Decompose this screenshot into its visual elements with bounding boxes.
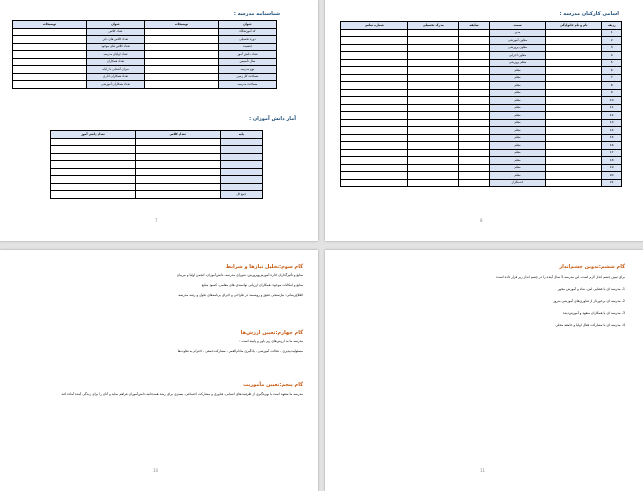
table-cell [220,183,262,191]
column-header: شماره تماس [341,22,408,30]
table-cell [13,81,87,89]
table-cell [341,157,408,165]
table-cell: تعداد کلاس های دایر [86,36,144,44]
table-cell [220,161,262,169]
list-item: 4- مدرسه ای با مشارکت فعال اولیا و جامعه محلی [555,323,625,327]
table-header-row [13,21,277,29]
table-cell [341,44,408,52]
table-cell: معلم [489,82,545,90]
table-cell [220,146,262,154]
table-row [341,29,622,37]
table-cell [341,52,408,60]
table-cell [459,134,490,142]
page-staff-list [325,0,643,241]
table-cell [546,74,602,82]
table-row [341,67,622,75]
table-cell: معاون آموزشی [489,37,545,45]
table-cell: معلم [489,104,545,112]
table-cell [459,119,490,127]
table-cell [13,36,87,44]
column-header: عنوان [86,21,144,29]
table-cell [546,172,602,180]
table-cell [459,59,490,67]
list-item: 1- مدرسه ای با فضایی امن، شاد و آموزش محور [557,287,625,291]
table-cell: 16 [602,142,622,150]
table-cell: مساحت مدرسه [218,81,276,89]
table-cell [546,29,602,37]
table-cell: 10 [602,97,622,105]
page-number: 10 [153,468,159,473]
column-header: تعداد کلاس [135,131,220,139]
table-row [51,168,263,176]
student-stats-table [50,130,263,199]
table-cell [51,153,136,161]
table-cell: معلم [489,172,545,180]
table-cell [408,82,459,90]
page-number: 7 [155,218,158,223]
needs-analysis-heading: گام سوم:تحلیل نیازها و شرایط [225,264,303,270]
table-row [13,81,277,89]
table-cell [459,44,490,52]
table-cell [51,176,136,184]
paragraph: برای تبیین چشم انداز لازم است، این مدرسه 5 سال آینده را در چشم انداز زیر قرار داده است: [495,275,625,279]
table-cell: معلم [489,157,545,165]
table-row [341,134,622,142]
table-cell [408,67,459,75]
table-cell: معلم [489,164,545,172]
table-cell [341,149,408,157]
table-cell [459,52,490,60]
table-cell: 2 [602,37,622,45]
page-number: 8 [480,218,483,223]
table-cell: تعداد کلاس های موجود [86,43,144,51]
table-cell [408,52,459,60]
column-header: پایه [220,131,262,139]
table-cell [145,36,219,44]
column-header: توضیحات [13,21,87,29]
table-row [341,179,622,187]
table-cell [408,142,459,150]
table-cell [546,37,602,45]
table-cell: 15 [602,134,622,142]
table-cell [51,191,136,199]
table-cell [459,164,490,172]
table-cell [135,161,220,169]
table-cell [459,37,490,45]
table-cell [408,164,459,172]
column-header: توضیحات [145,21,219,29]
paragraph: مدرسه ما به ارزش‌های زیر باور و پایبند است : [239,339,303,343]
table-cell [145,81,219,89]
table-cell: معلم [489,149,545,157]
table-row [341,172,622,180]
student-stats-heading: آمار دانش آموزان : [249,116,296,122]
table-cell [408,89,459,97]
table-cell [459,82,490,90]
table-row [341,149,622,157]
table-cell [341,97,408,105]
table-row [13,36,277,44]
table-cell [546,112,602,120]
table-cell: 9 [602,89,622,97]
table-row [51,183,263,191]
staff-table [340,21,622,187]
table-cell [408,172,459,180]
table-cell [408,44,459,52]
table-cell [546,164,602,172]
table-cell [546,82,602,90]
table-cell: معاون پرورشی [489,44,545,52]
table-cell [408,119,459,127]
table-cell [341,127,408,135]
table-cell [135,168,220,176]
total-row [51,191,263,199]
page-number: 11 [480,468,486,473]
table-cell: تعداد همکاران [86,58,144,66]
table-cell [459,142,490,150]
table-cell [341,119,408,127]
table-cell: 11 [602,104,622,112]
table-cell: 5 [602,59,622,67]
table-row [341,97,622,105]
table-cell: 8 [602,82,622,90]
table-row [341,127,622,135]
table-cell [546,179,602,187]
table-cell [546,134,602,142]
table-cell [13,66,87,74]
table-cell [51,183,136,191]
table-cell: تعداد همکاران آموزشی [86,81,144,89]
values-text [13,339,303,359]
paragraph: منابع و تأثیرگذاران اداره آموزش‌وپرورش، شورای مدرسه، دانش‌آموزان، انجمن اولیا و مربیان [176,273,303,277]
vision-heading: گام ششم:تدوین چشم‌انداز [559,264,625,270]
table-cell [220,138,262,146]
paragraph: اطلاع‌رسانی: نیاز‌سنجی دقیق و روشمند در طراحی و اجرای برنامه‌های تحول و رشد مدرسه. [177,293,303,297]
table-cell [145,58,219,66]
table-cell: معلم [489,142,545,150]
table-cell [459,67,490,75]
table-cell [341,164,408,172]
mission-heading: گام پنجم:تعیین مأموریت [243,382,303,388]
table-cell [546,97,602,105]
table-cell [408,149,459,157]
table-row [341,157,622,165]
column-header: عنوان [218,21,276,29]
table-cell [135,183,220,191]
table-cell: 4 [602,52,622,60]
table-cell [459,112,490,120]
table-cell: 6 [602,67,622,75]
table-cell [51,168,136,176]
table-cell [51,161,136,169]
table-cell: معلم [489,127,545,135]
column-header: سمت [489,22,545,30]
table-cell: 17 [602,149,622,157]
table-cell: معلم [489,134,545,142]
table-cell [341,59,408,67]
table-cell: تعداد اولیای مدرسه [86,51,144,59]
table-cell [341,89,408,97]
table-cell [408,29,459,37]
table-cell: 7 [602,74,622,82]
table-row [13,66,277,74]
table-cell [408,112,459,120]
table-cell [546,44,602,52]
table-row [341,119,622,127]
table-cell [220,168,262,176]
table-cell [135,176,220,184]
table-cell [51,146,136,154]
table-cell [546,67,602,75]
table-cell [135,146,220,154]
table-header-row [51,131,263,139]
table-cell: تعداد همکاران اداری [86,73,144,81]
table-row [13,51,277,59]
table-cell: معلم [489,89,545,97]
table-cell [546,119,602,127]
table-cell: خدمتگزار [489,179,545,187]
table-row [13,43,277,51]
table-cell [546,52,602,60]
table-cell: جنسیت [218,43,276,51]
table-row [341,74,622,82]
page-vision [325,250,643,491]
table-row [341,164,622,172]
school-profile-heading: شناسنامه مدرسه : [233,11,280,17]
table-cell [13,58,87,66]
table-cell: معلم [489,74,545,82]
table-cell [341,134,408,142]
table-cell [13,28,87,36]
table-cell: 19 [602,164,622,172]
table-header-row [341,22,622,30]
mission-text [13,392,303,402]
table-cell [546,89,602,97]
table-cell [459,104,490,112]
table-cell [341,67,408,75]
table-cell: دوره تحصیلی [218,36,276,44]
table-cell [51,138,136,146]
table-cell [145,66,219,74]
table-row [341,37,622,45]
table-cell [408,179,459,187]
list-item: 2- مدرسه ای برخوردار از فناوری‌های آموزشی به‌روز [553,299,625,303]
table-cell: میزان آشنایی با رایانه [86,66,144,74]
table-cell [459,74,490,82]
table-cell [459,172,490,180]
table-cell [341,179,408,187]
table-cell [546,104,602,112]
table-row [341,104,622,112]
table-row [341,142,622,150]
column-header: نام و نام خانوادگی [546,22,602,30]
page-needs-values-mission [0,250,318,491]
table-cell [341,172,408,180]
table-cell: تعداد دانش آموز [218,51,276,59]
page-school-profile [0,0,318,241]
table-row [341,82,622,90]
table-cell [408,97,459,105]
column-header: سابقه [459,22,490,30]
table-row [341,89,622,97]
table-cell [408,59,459,67]
column-header: تعداد دانش آموز [51,131,136,139]
table-cell: نوع مدرسه [218,66,276,74]
table-cell [459,89,490,97]
table-cell: 13 [602,119,622,127]
table-cell [546,127,602,135]
table-cell [341,29,408,37]
table-cell [341,37,408,45]
table-cell [459,127,490,135]
table-cell: معاون اجرایی [489,52,545,60]
table-cell: مدیر [489,29,545,37]
table-cell [145,51,219,59]
table-cell [220,176,262,184]
table-cell [220,153,262,161]
table-row [13,28,277,36]
values-heading: گام چهارم:تعیین ارزش‌ها [240,330,303,336]
table-cell: 14 [602,127,622,135]
table-cell: 12 [602,112,622,120]
table-cell [459,149,490,157]
table-cell: معلم [489,97,545,105]
table-row [51,153,263,161]
table-cell [459,29,490,37]
table-cell [135,153,220,161]
table-cell [408,74,459,82]
table-cell: معلم [489,67,545,75]
table-cell: تعداد کلاس [86,28,144,36]
column-header: ردیف [602,22,622,30]
school-info-table [12,20,277,89]
table-cell [135,138,220,146]
table-cell [408,157,459,165]
staff-list-heading: اسامی کارکنان مدرسه : [559,11,619,17]
table-cell [459,179,490,187]
table-cell: معلم [489,119,545,127]
paragraph: منابع و امکانات موجود: همکاران ارزیابی توانمندی های معلمی، کمبود منابع [201,283,303,287]
table-row [341,59,622,67]
table-cell [341,112,408,120]
table-cell: کد آموزشگاه [218,28,276,36]
table-row [51,161,263,169]
needs-analysis-text [13,273,303,303]
table-cell [341,142,408,150]
table-cell: سال تأسیس [218,58,276,66]
table-row [51,146,263,154]
table-cell [546,157,602,165]
table-row [13,73,277,81]
table-cell: 21 [602,179,622,187]
table-cell [546,149,602,157]
table-cell [145,73,219,81]
table-cell [145,28,219,36]
table-cell [408,127,459,135]
table-cell: معلم [489,112,545,120]
table-row [51,176,263,184]
table-cell: مساحت کل زمین [218,73,276,81]
table-cell [408,37,459,45]
table-cell [546,142,602,150]
table-cell: معلم پرورشی [489,59,545,67]
table-cell [135,191,220,199]
table-cell [341,104,408,112]
table-cell [13,73,87,81]
table-cell: 18 [602,157,622,165]
table-cell [459,97,490,105]
table-cell [546,59,602,67]
table-row [341,52,622,60]
table-cell [341,74,408,82]
paragraph: مسئولیت‌پذیری ، عدالت آموزشی ، یادگیری مادام‌العمر ، مشارکت‌جمعی ، احترام به تفاوت‌ها [177,349,303,353]
table-cell: 1 [602,29,622,37]
table-row [341,112,622,120]
vision-text [340,274,625,334]
total-label: جمع کل [220,191,262,199]
table-cell [408,134,459,142]
table-row [51,138,263,146]
table-cell [459,157,490,165]
column-header: مدرک تحصیلی [408,22,459,30]
table-cell [408,104,459,112]
table-row [13,58,277,66]
table-cell [13,51,87,59]
paragraph: مدرسه ما متعهد است با بهره‌گیری از ظرفیت‌های انسانی، فناوری و مشارکت اجتماعی، بستری برای رشد همه‌جانبه دانش‌آموزان فراهم نماید و آنان را برای زندگی آینده آماده کند. [60,392,303,396]
table-cell: 20 [602,172,622,180]
table-cell [341,82,408,90]
table-cell [13,43,87,51]
list-item: 3- مدرسه ای با همکاران متعهد و آموزش‌دیده [562,311,625,315]
table-cell [145,43,219,51]
table-row [341,44,622,52]
table-cell: 3 [602,44,622,52]
